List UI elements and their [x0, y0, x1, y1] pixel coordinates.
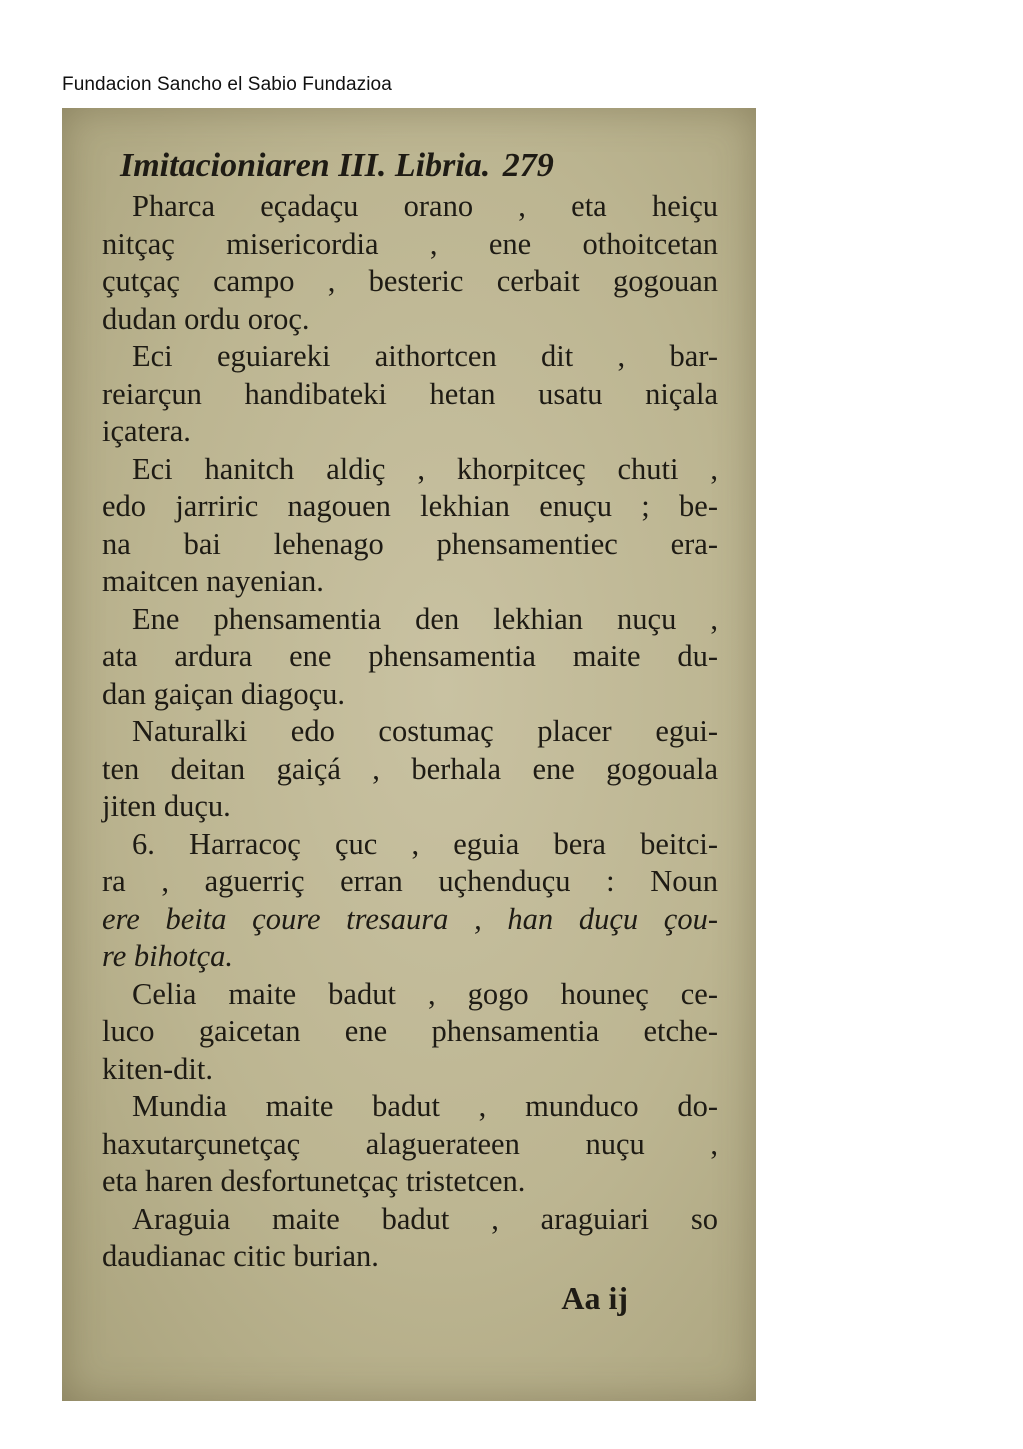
- text-line: Naturalki edo costumaç placer egui-: [132, 714, 718, 748]
- text-line: 6. Harracoç çuc , eguia bera beitci-: [132, 826, 718, 861]
- text-line: na bai lehenago phensamentiec era-: [102, 526, 718, 561]
- text-line: Eci eguiareki aithortcen dit , bar-: [132, 339, 718, 373]
- paragraph-1: [102, 188, 718, 338]
- paragraph-7: [102, 976, 718, 1089]
- text-line: Eci hanitch aldiç , khorpitceç chuti ,: [132, 451, 718, 486]
- text-line: dan gaiçan diagoçu.: [102, 676, 346, 711]
- text-line: çutçaç campo , besteric cerbait gogouan: [102, 264, 718, 298]
- scanned-book-page: [62, 108, 756, 1401]
- text-line: Mundia maite badut , munduco do-: [132, 1089, 718, 1123]
- text-line: haxutarçunetçaç alaguerateen nuçu ,: [102, 1126, 718, 1161]
- text-line: ere beita çoure tresaura , han duçu çou-: [102, 901, 718, 936]
- paragraph-5: [102, 713, 718, 826]
- paragraph-9: [102, 1201, 718, 1276]
- source-header: Fundacion Sancho el Sabio Fundazioa: [62, 74, 392, 95]
- paragraph-2: [102, 338, 718, 451]
- paragraph-6: [102, 826, 718, 976]
- paragraph-4: [102, 601, 718, 714]
- text-line: edo jarriric nagouen lekhian enuçu ; be-: [102, 489, 718, 523]
- text-line: kiten-dit.: [102, 1051, 213, 1086]
- text-line: maitcen nayenian.: [102, 564, 324, 598]
- page-text: [102, 144, 718, 1317]
- text-line: jiten duçu.: [102, 789, 231, 823]
- text-line: nitçaç misericordia , ene othoitcetan: [102, 226, 718, 261]
- text-line: ra , aguerriç erran uçhenduçu : Noun: [102, 864, 718, 898]
- text-line: luco gaicetan ene phensamentia etche-: [102, 1014, 718, 1048]
- paragraph-8: [102, 1088, 718, 1201]
- text-line: daudianac citic burian.: [102, 1239, 379, 1273]
- text-line: reiarçun handibateki hetan usatu niçala: [102, 376, 718, 411]
- text-line: eta haren desfortunetçaç tristetcen.: [102, 1164, 526, 1198]
- text-line: Celia maite badut , gogo houneç ce-: [132, 976, 718, 1011]
- text-line: içatera.: [102, 414, 191, 448]
- text-line: dudan ordu oroç.: [102, 301, 310, 336]
- text-line: ata ardura ene phensamentia maite du-: [102, 639, 718, 673]
- signature-mark: Aa ij: [561, 1279, 628, 1316]
- text-line: re bihotça.: [102, 939, 234, 973]
- page-number: 279: [502, 147, 554, 184]
- paragraph-3: [102, 451, 718, 601]
- text-line: Araguia maite badut , araguiari so: [132, 1201, 718, 1236]
- text-line: Pharca eçadaçu orano , eta heiçu: [132, 189, 718, 223]
- running-head-title: Imitacioniaren III. Libria.: [120, 147, 491, 184]
- running-head: [120, 144, 718, 188]
- text-line: Ene phensamentia den lekhian nuçu ,: [132, 601, 718, 636]
- text-line: ten deitan gaiçá , berhala ene gogouala: [102, 751, 718, 786]
